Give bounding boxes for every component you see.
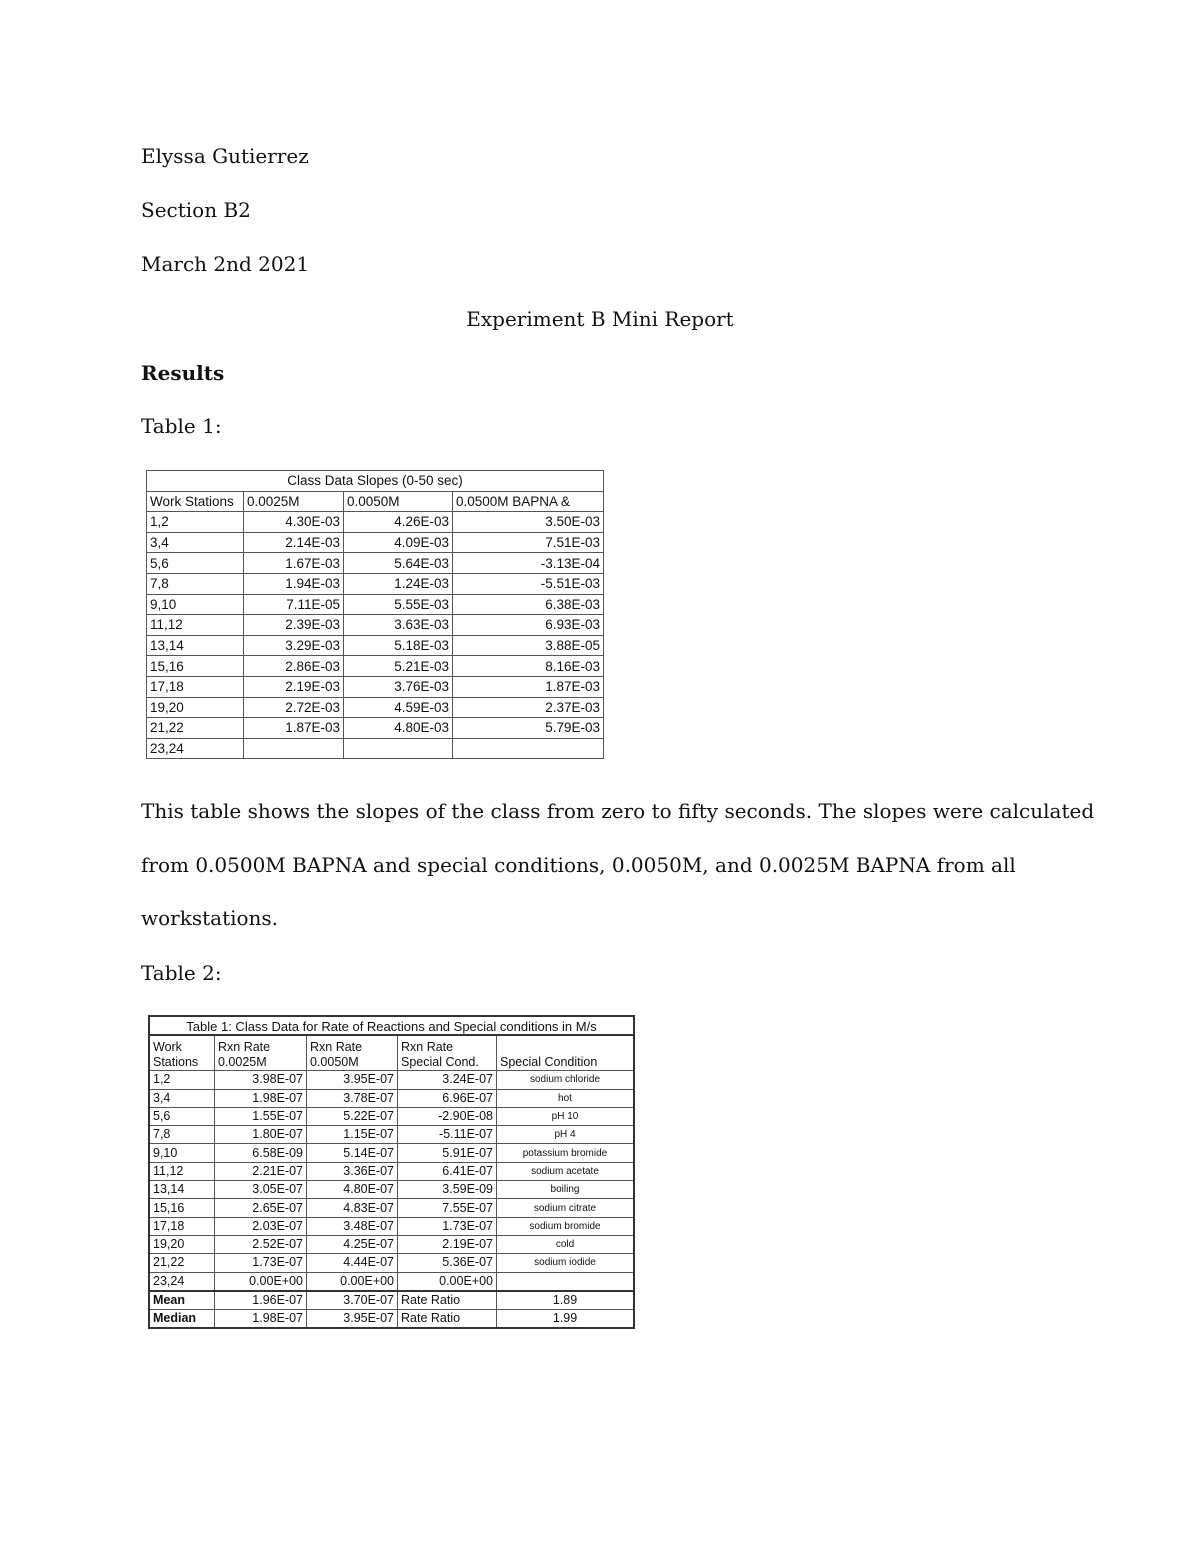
description-line-2: from 0.0500M BAPNA and special conditions, 0.0050M, and 0.0025M BAPNA from all [141, 853, 1016, 877]
rate-cell: 1.15E-07 [307, 1126, 398, 1144]
report-title: Experiment B Mini Report [466, 307, 734, 331]
rate-cell: -5.11E-07 [398, 1126, 497, 1144]
special-condition-cell [497, 1272, 635, 1291]
table1-header-cell: Work Stations [147, 491, 244, 512]
rate-cell: 3.05E-07 [215, 1181, 307, 1199]
table2-header-cell [497, 1035, 635, 1071]
slope-cell: 1.24E-03 [344, 573, 453, 594]
work-station-cell: 11,12 [149, 1162, 215, 1180]
summary-value-cell: 3.70E-07 [307, 1291, 398, 1310]
slope-cell: 4.26E-03 [344, 512, 453, 533]
rate-cell: -2.90E-08 [398, 1107, 497, 1125]
table-row [147, 594, 604, 615]
slope-cell: -3.13E-04 [453, 553, 604, 574]
author-name: Elyssa Gutierrez [141, 144, 309, 168]
work-station-cell: 11,12 [147, 615, 244, 636]
rate-cell: 1.55E-07 [215, 1107, 307, 1125]
table-row [149, 1089, 634, 1107]
table2-header-text: Rxn Rate [310, 1040, 363, 1055]
special-condition-cell: potassium bromide [497, 1144, 635, 1162]
table-row [147, 718, 604, 739]
table-row [147, 553, 604, 574]
work-station-cell: 19,20 [147, 697, 244, 718]
special-condition-cell: sodium iodide [497, 1254, 635, 1272]
rate-cell: 2.19E-07 [398, 1235, 497, 1253]
slope-cell: 5.55E-03 [344, 594, 453, 615]
rate-cell: 6.41E-07 [398, 1162, 497, 1180]
rate-cell: 6.58E-09 [215, 1144, 307, 1162]
work-station-cell: 9,10 [147, 594, 244, 615]
table2-header-text: Stations [153, 1055, 199, 1070]
slope-cell: 4.30E-03 [244, 512, 344, 533]
work-station-cell: 5,6 [147, 553, 244, 574]
rate-cell: 2.52E-07 [215, 1235, 307, 1253]
rate-ratio-label: Rate Ratio [398, 1291, 497, 1310]
work-station-cell: 3,4 [147, 532, 244, 553]
work-station-cell: 5,6 [149, 1107, 215, 1125]
table2-caption: Table 1: Class Data for Rate of Reactions and Special conditions in M/s [149, 1016, 634, 1035]
table2-label: Table 2: [141, 961, 222, 985]
table-row [147, 738, 604, 759]
rate-cell: 1.80E-07 [215, 1126, 307, 1144]
summary-row [149, 1291, 634, 1310]
slope-cell: 8.16E-03 [453, 656, 604, 677]
work-station-cell: 23,24 [147, 738, 244, 759]
rate-cell: 3.78E-07 [307, 1089, 398, 1107]
rate-cell: 0.00E+00 [398, 1272, 497, 1291]
table2-header-row [149, 1035, 634, 1071]
slope-cell [453, 738, 604, 759]
table-row [149, 1272, 634, 1291]
work-station-cell: 21,22 [149, 1254, 215, 1272]
table-row [147, 697, 604, 718]
table2-header-text: Rxn Rate [401, 1040, 454, 1055]
slope-cell: 5.21E-03 [344, 656, 453, 677]
table-row [149, 1162, 634, 1180]
table1-header-cell: 0.0050M [344, 491, 453, 512]
rate-cell: 3.36E-07 [307, 1162, 398, 1180]
rate-cell: 2.03E-07 [215, 1217, 307, 1235]
table2-header-text: 0.0050M [310, 1055, 359, 1070]
slope-cell [244, 738, 344, 759]
results-heading: Results [141, 361, 225, 385]
rate-cell: 3.48E-07 [307, 1217, 398, 1235]
slope-cell: 4.59E-03 [344, 697, 453, 718]
rate-cell: 6.96E-07 [398, 1089, 497, 1107]
special-condition-cell: cold [497, 1235, 635, 1253]
rate-cell: 3.95E-07 [307, 1071, 398, 1089]
table2-header-cell [149, 1035, 215, 1071]
table2-header-cell [398, 1035, 497, 1071]
rate-cell: 4.83E-07 [307, 1199, 398, 1217]
table2-header-cell [215, 1035, 307, 1071]
table-row [149, 1071, 634, 1089]
work-station-cell: 13,14 [149, 1181, 215, 1199]
table-row [149, 1235, 634, 1253]
table-row [149, 1217, 634, 1235]
class-slopes-table [146, 470, 604, 759]
slope-cell: 5.64E-03 [344, 553, 453, 574]
special-condition-cell: hot [497, 1089, 635, 1107]
rate-cell: 4.44E-07 [307, 1254, 398, 1272]
rate-ratio-label: Rate Ratio [398, 1310, 497, 1329]
table1-caption: Class Data Slopes (0-50 sec) [147, 471, 604, 492]
table-row [147, 532, 604, 553]
slope-cell: 3.76E-03 [344, 676, 453, 697]
slope-cell: 3.63E-03 [344, 615, 453, 636]
description-line-3: workstations. [141, 906, 279, 930]
slope-cell: 7.51E-03 [453, 532, 604, 553]
rate-of-reactions-table [148, 1015, 635, 1329]
table-row [149, 1199, 634, 1217]
report-date: March 2nd 2021 [141, 252, 310, 276]
rate-cell: 3.24E-07 [398, 1071, 497, 1089]
work-station-cell: 15,16 [147, 656, 244, 677]
slope-cell: 3.29E-03 [244, 635, 344, 656]
work-station-cell: 3,4 [149, 1089, 215, 1107]
table2-header-cell [307, 1035, 398, 1071]
summary-value-cell: 3.95E-07 [307, 1310, 398, 1329]
table-row [149, 1181, 634, 1199]
rate-cell: 5.91E-07 [398, 1144, 497, 1162]
slope-cell: 6.93E-03 [453, 615, 604, 636]
work-station-cell: 21,22 [147, 718, 244, 739]
special-condition-cell: pH 4 [497, 1126, 635, 1144]
table-row [147, 635, 604, 656]
special-condition-cell: sodium chloride [497, 1071, 635, 1089]
work-station-cell: 23,24 [149, 1272, 215, 1291]
rate-cell: 1.73E-07 [215, 1254, 307, 1272]
summary-row [149, 1310, 634, 1329]
rate-cell: 3.59E-09 [398, 1181, 497, 1199]
slope-cell: 2.37E-03 [453, 697, 604, 718]
table-row [147, 656, 604, 677]
slope-cell: 2.86E-03 [244, 656, 344, 677]
table-row [149, 1254, 634, 1272]
work-station-cell: 7,8 [147, 573, 244, 594]
slope-cell: 7.11E-05 [244, 594, 344, 615]
table2-header-text: Work [153, 1040, 182, 1055]
section-label: Section B2 [141, 198, 251, 222]
rate-cell: 3.98E-07 [215, 1071, 307, 1089]
slope-cell: 6.38E-03 [453, 594, 604, 615]
description-line-1: This table shows the slopes of the class from zero to fifty seconds. The slopes were calculated [141, 799, 1095, 823]
work-station-cell: 7,8 [149, 1126, 215, 1144]
slope-cell: 2.39E-03 [244, 615, 344, 636]
work-station-cell: 17,18 [149, 1217, 215, 1235]
slope-cell: 1.94E-03 [244, 573, 344, 594]
table-row [149, 1144, 634, 1162]
special-condition-cell: boiling [497, 1181, 635, 1199]
slope-cell: 4.09E-03 [344, 532, 453, 553]
table-row [147, 676, 604, 697]
slope-cell: 5.18E-03 [344, 635, 453, 656]
slope-cell: 3.88E-05 [453, 635, 604, 656]
rate-cell: 0.00E+00 [307, 1272, 398, 1291]
slope-cell: 5.79E-03 [453, 718, 604, 739]
rate-cell: 2.21E-07 [215, 1162, 307, 1180]
rate-cell: 7.55E-07 [398, 1199, 497, 1217]
table-row [149, 1126, 634, 1144]
table-row [147, 573, 604, 594]
special-condition-cell: sodium bromide [497, 1217, 635, 1235]
summary-value-cell: 1.98E-07 [215, 1310, 307, 1329]
table2-header-text: Special Cond. [401, 1055, 479, 1070]
slope-cell [344, 738, 453, 759]
table2-header-text: 0.0025M [218, 1055, 267, 1070]
special-condition-cell: sodium acetate [497, 1162, 635, 1180]
slope-cell: 3.50E-03 [453, 512, 604, 533]
rate-cell: 2.65E-07 [215, 1199, 307, 1217]
special-condition-cell: pH 10 [497, 1107, 635, 1125]
slope-cell: 1.87E-03 [453, 676, 604, 697]
rate-cell: 4.80E-07 [307, 1181, 398, 1199]
rate-cell: 5.14E-07 [307, 1144, 398, 1162]
rate-ratio-value: 1.99 [497, 1310, 635, 1329]
slope-cell: 2.72E-03 [244, 697, 344, 718]
slope-cell: -5.51E-03 [453, 573, 604, 594]
rate-cell: 5.36E-07 [398, 1254, 497, 1272]
rate-cell: 5.22E-07 [307, 1107, 398, 1125]
table-row [147, 512, 604, 533]
slope-cell: 2.14E-03 [244, 532, 344, 553]
work-station-cell: 17,18 [147, 676, 244, 697]
summary-value-cell: 1.96E-07 [215, 1291, 307, 1310]
work-station-cell: 15,16 [149, 1199, 215, 1217]
work-station-cell: 13,14 [147, 635, 244, 656]
slope-cell: 4.80E-03 [344, 718, 453, 739]
work-station-cell: 1,2 [147, 512, 244, 533]
table1-header-row [147, 491, 604, 512]
table2-header-text [500, 1040, 630, 1055]
table-row [147, 615, 604, 636]
table1-header-cell: 0.0025M [244, 491, 344, 512]
rate-cell: 4.25E-07 [307, 1235, 398, 1253]
work-station-cell: 1,2 [149, 1071, 215, 1089]
work-station-cell: 19,20 [149, 1235, 215, 1253]
special-condition-cell: sodium citrate [497, 1199, 635, 1217]
slope-cell: 1.87E-03 [244, 718, 344, 739]
slope-cell: 1.67E-03 [244, 553, 344, 574]
table1-header-cell: 0.0500M BAPNA & [453, 491, 604, 512]
slope-cell: 2.19E-03 [244, 676, 344, 697]
table1-label: Table 1: [141, 414, 222, 438]
table2-header-text: Rxn Rate [218, 1040, 271, 1055]
summary-label-cell: Median [149, 1310, 215, 1329]
table-row [149, 1107, 634, 1125]
rate-cell: 1.73E-07 [398, 1217, 497, 1235]
rate-cell: 1.98E-07 [215, 1089, 307, 1107]
summary-label-cell: Mean [149, 1291, 215, 1310]
rate-ratio-value: 1.89 [497, 1291, 635, 1310]
table2-header-text: Special Condition [500, 1055, 598, 1070]
work-station-cell: 9,10 [149, 1144, 215, 1162]
rate-cell: 0.00E+00 [215, 1272, 307, 1291]
